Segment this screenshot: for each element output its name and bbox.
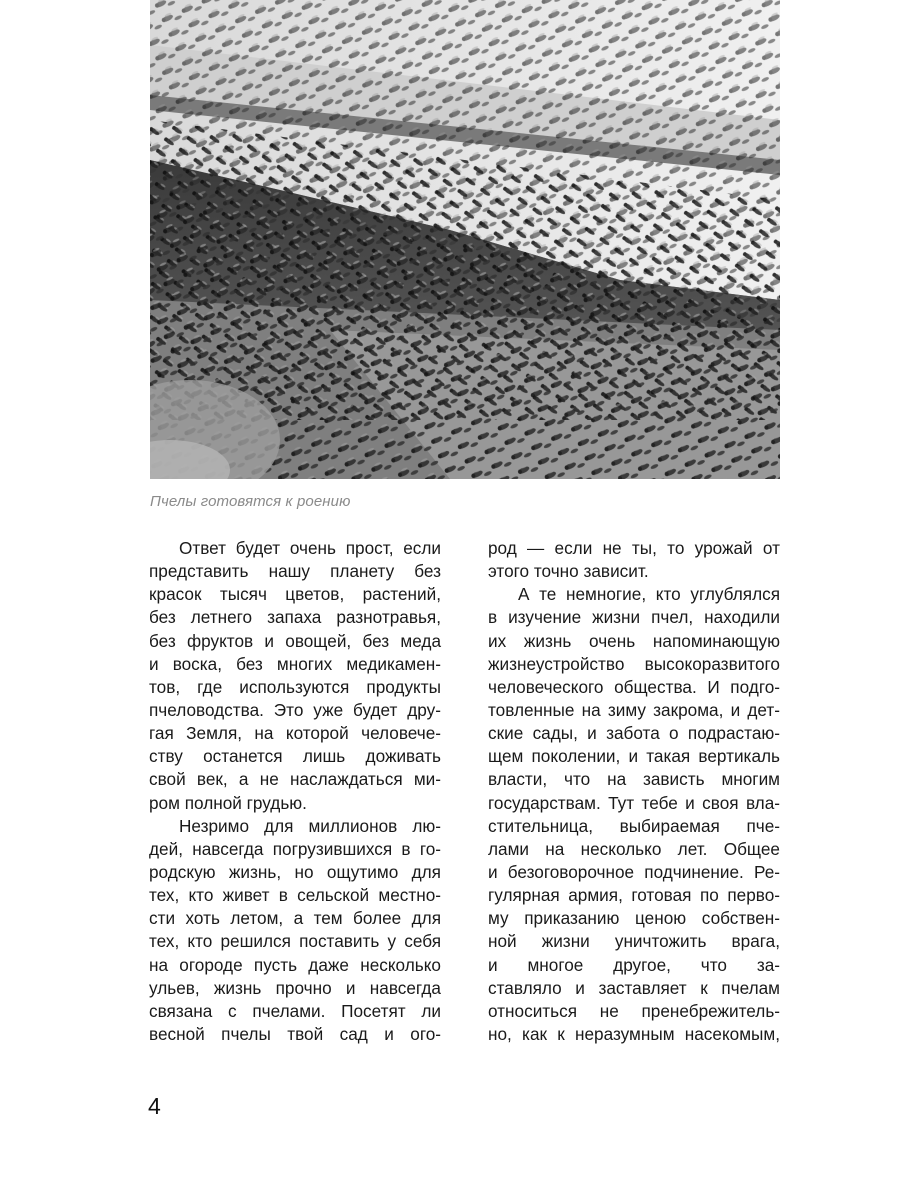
- photo-caption: Пчелы готовятся к роению: [150, 493, 351, 510]
- text-line: щем поколении, и такая вертикаль: [488, 746, 780, 767]
- text-line: тех, кто живет в сельской местно-: [149, 885, 441, 906]
- text-line: пчеловодства. Это уже будет дру-: [149, 699, 441, 720]
- text-line: ские сады, и забота о подрастаю-: [488, 723, 780, 744]
- text-line: весной пчелы твой сад и ого-: [149, 1023, 441, 1044]
- text-line: ной жизни уничтожить врага,: [488, 931, 780, 952]
- text-line: этого точно зависит.: [488, 561, 649, 582]
- text-line: в изучение жизни пчел, находили: [488, 607, 780, 628]
- text-line: ставляло и заставляет к пчелам: [488, 977, 780, 998]
- text-line: ром полной грудью.: [149, 792, 307, 813]
- text-line: дей, навсегда погрузившихся в го-: [149, 838, 441, 859]
- text-line: государствам. Тут тебе и своя вла-: [488, 792, 780, 813]
- text-line: их жизнь очень напоминающую: [488, 630, 780, 651]
- text-line: и безоговорочное подчинение. Ре-: [488, 861, 780, 882]
- text-line: гая Земля, на которой человече-: [149, 723, 441, 744]
- text-line: тех, кто решился поставить у себя: [149, 931, 441, 952]
- text-line: ульев, жизнь прочно и навсегда: [149, 977, 441, 998]
- text-line: му приказанию ценою собствен-: [488, 908, 780, 929]
- text-line: без летнего запаха разнотравья,: [149, 607, 441, 628]
- text-line: лами на несколько лет. Общее: [488, 838, 780, 859]
- text-line: сти хоть летом, а тем более для: [149, 908, 441, 929]
- text-line: стительница, выбираемая пче-: [488, 815, 780, 836]
- text-line: гулярная армия, готовая по перво-: [488, 885, 780, 906]
- text-line: А те немногие, кто углублялся: [518, 584, 780, 605]
- text-line: и воска, без многих медикамен-: [149, 653, 441, 674]
- left-text-column: [149, 537, 441, 1046]
- text-line: свой век, а не наслаждаться ми-: [149, 769, 441, 790]
- text-line: родскую жизнь, но ощутимо для: [149, 861, 441, 882]
- text-line: связана с пчелами. Посетят ли: [149, 1000, 441, 1021]
- text-line: власти, что на зависть многим: [488, 769, 780, 790]
- text-line: Незримо для миллионов лю-: [179, 815, 441, 836]
- text-line: но, как к неразумным насекомым,: [488, 1023, 780, 1044]
- text-line: товленные на зиму закрома, и дет-: [488, 699, 780, 720]
- text-line: красок тысяч цветов, растений,: [149, 584, 441, 605]
- text-line: род — если не ты, то урожай от: [488, 538, 780, 558]
- bees-swarming-photo: [150, 0, 780, 479]
- text-line: Ответ будет очень прост, если: [179, 538, 441, 558]
- text-line: без фруктов и овощей, без меда: [149, 630, 441, 651]
- text-line: и многое другое, что за-: [488, 954, 780, 975]
- text-line: человеческого общества. И подго-: [488, 676, 780, 697]
- bees-photo-illustration: [150, 0, 780, 479]
- text-line: ству останется лишь доживать: [149, 746, 441, 767]
- page-number: 4: [148, 1093, 161, 1119]
- text-line: жизнеустройство высокоразвитого: [488, 653, 780, 674]
- text-line: на огороде пусть даже несколько: [149, 954, 441, 975]
- text-line: относиться не пренебрежитель-: [488, 1000, 780, 1021]
- right-text-column: [488, 537, 780, 1046]
- text-line: представить нашу планету без: [149, 561, 441, 582]
- text-line: тов, где используются продукты: [149, 676, 441, 697]
